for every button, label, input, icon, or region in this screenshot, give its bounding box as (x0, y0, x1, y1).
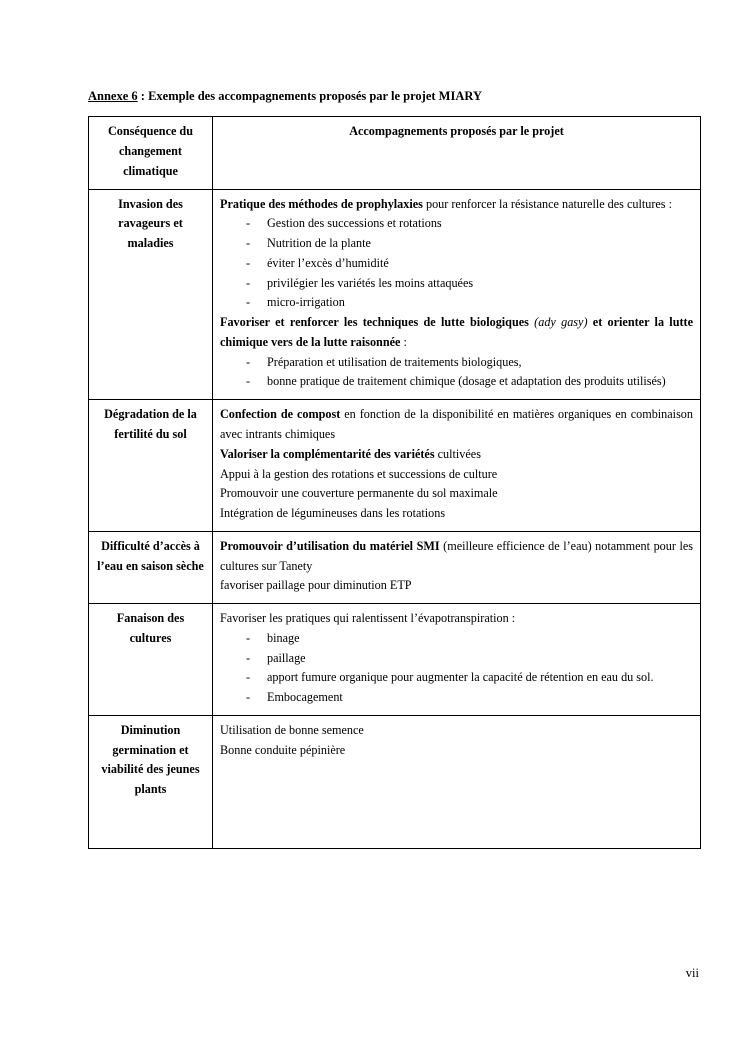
content-paragraph: favoriser paillage pour diminution ETP (220, 578, 412, 593)
list-item: - micro-irrigation (220, 293, 693, 313)
table-row (89, 400, 701, 532)
row-content (213, 189, 701, 400)
row-consequence: Fanaison des cultures (89, 604, 213, 716)
row-content (213, 531, 701, 603)
list-item: - bonne pratique de traitement chimique (dosage et adaptation des produits utilisés) (220, 372, 693, 392)
paragraph-text: cultivées (434, 446, 481, 461)
paragraph-text: : (400, 334, 407, 349)
row-content (213, 715, 701, 848)
table-header-consequence: Conséquence du changement climatique (89, 117, 213, 189)
content-paragraph: Appui à la gestion des rotations et successions de culture (220, 466, 498, 481)
list-item: - Gestion des successions et rotations (220, 214, 693, 234)
list-item: - binage (220, 629, 693, 649)
list-item: - Nutrition de la plante (220, 234, 693, 254)
content-paragraph: Favoriser les pratiques qui ralentissent l’évapotranspiration : (220, 611, 516, 626)
content-paragraph (220, 195, 693, 215)
page-number: vii (685, 966, 699, 980)
content-list (220, 629, 693, 708)
table-row (89, 604, 701, 716)
annex-table (88, 116, 701, 849)
row-consequence: Dégradation de la fertilité du sol (89, 400, 213, 532)
page-title-prefix: Annexe 6 (88, 89, 138, 103)
list-item: - Préparation et utilisation de traitements biologiques, (220, 353, 693, 373)
content-paragraph: Bonne conduite pépinière (220, 742, 346, 757)
table-row (89, 715, 701, 848)
row-consequence: Invasion des ravageurs et maladies (89, 189, 213, 400)
paragraph-bold-lead: Promouvoir d’utilisation du matériel SMI (220, 538, 440, 553)
list-item: - éviter l’excès d’humidité (220, 254, 693, 274)
row-content (213, 400, 701, 532)
list-item: - apport fumure organique pour augmenter la capacité de rétention en eau du sol. (220, 668, 693, 688)
content-list (220, 214, 693, 313)
row-consequence: Diminution germination et viabilité des jeunes plants (89, 715, 213, 848)
paragraph-bold-lead: Confection de compost (220, 407, 341, 422)
paragraph-bold-part3: et orienter la lutte chimique vers de la lutte raisonnée (220, 315, 694, 349)
paragraph-italic-part: (ady gasy) (534, 315, 588, 330)
content-paragraph (220, 537, 693, 577)
paragraph-text: (meilleure efficience de l’eau) notamment pour les cultures sur Tanety (220, 538, 694, 573)
list-item: - Embocagement (220, 688, 693, 708)
content-paragraph: Intégration de légumineuses dans les rotations (220, 506, 446, 521)
content-paragraph (220, 313, 693, 353)
paragraph-text: pour renforcer la résistance naturelle des cultures : (422, 196, 672, 211)
paragraph-text: en fonction de la disponibilité en matières organiques en combinaison avec intrants chimiques (220, 407, 693, 441)
page-title (88, 88, 699, 104)
content-paragraph: Promouvoir une couverture permanente du sol maximale (220, 486, 498, 501)
paragraph-bold-lead: Valoriser la complémentarité des variétés (220, 446, 435, 461)
row-content (213, 604, 701, 716)
list-item: - privilégier les variétés les moins attaquées (220, 274, 693, 294)
table-header-row (89, 117, 701, 189)
content-paragraph (220, 405, 693, 445)
row-consequence: Difficulté d’accès à l’eau en saison sèche (89, 531, 213, 603)
page-title-rest: : Exemple des accompagnements proposés par le projet MIARY (137, 89, 482, 103)
content-paragraph (220, 445, 693, 465)
content-paragraph: Utilisation de bonne semence (220, 722, 364, 737)
list-item: - paillage (220, 649, 693, 669)
table-row (89, 531, 701, 603)
content-list (220, 353, 693, 393)
table-header-accompaniments: Accompagnements proposés par le projet (213, 117, 701, 189)
paragraph-bold-part1: Favoriser et renforcer les techniques de lutte biologiques (220, 315, 535, 330)
paragraph-bold-lead: Pratique des méthodes de prophylaxies (220, 196, 423, 211)
table-row (89, 189, 701, 400)
